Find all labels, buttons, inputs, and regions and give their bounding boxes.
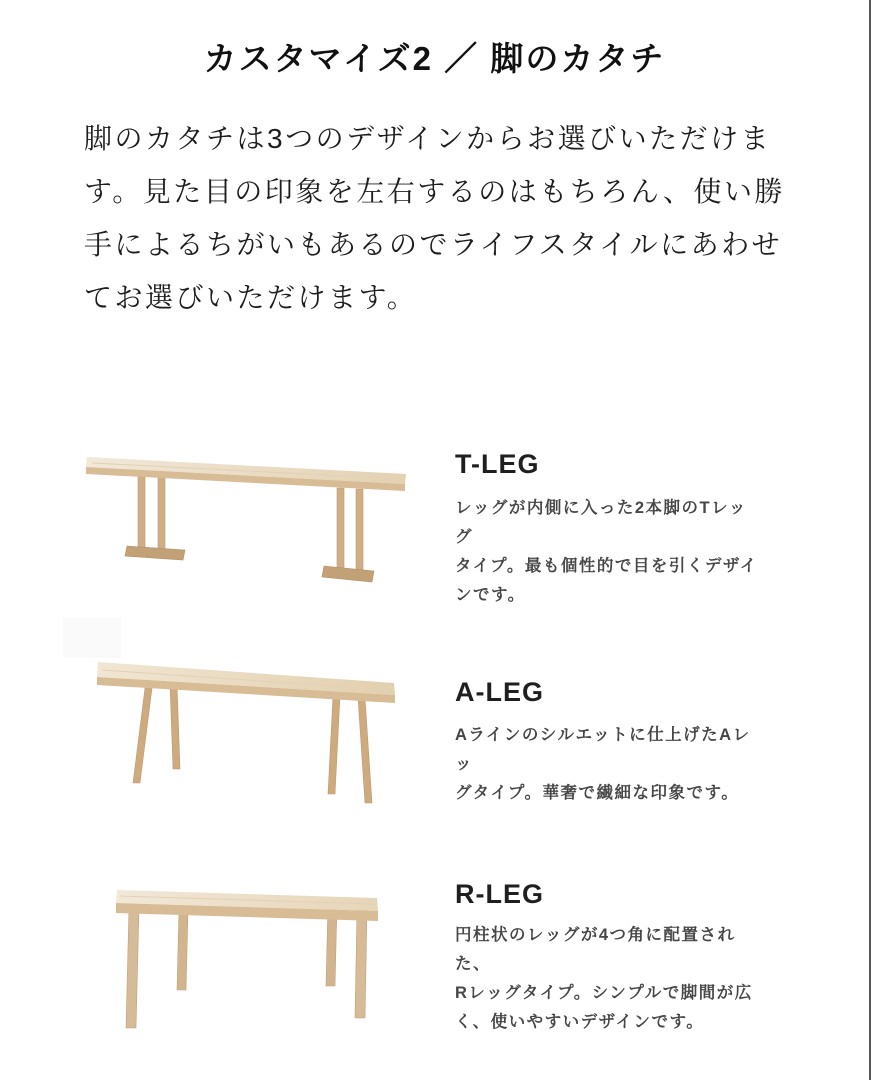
desc-line: く、使いやすいデザインです。 xyxy=(455,1013,705,1031)
a-leg-table-illustration xyxy=(52,628,444,820)
page-title: カスタマイズ2 ／ 脚のカタチ xyxy=(203,40,666,77)
r-leg-heading: R-LEG xyxy=(455,879,544,909)
r-leg-table-image xyxy=(52,858,444,1038)
intro-line: てお選びいただけます。 xyxy=(84,282,418,313)
tabletop xyxy=(116,890,378,921)
scrollbar[interactable] xyxy=(869,0,871,1080)
t-leg-table-image xyxy=(52,432,444,604)
table-legs xyxy=(133,684,372,803)
intro-line: 手によるちがいもあるのでライフスタイルにあわせ xyxy=(84,229,783,260)
tabletop xyxy=(86,457,406,491)
table-legs xyxy=(125,474,374,582)
r-leg-description xyxy=(455,921,760,1037)
a-leg-table-image xyxy=(52,628,444,820)
t-leg-table-illustration xyxy=(52,432,444,604)
desc-line: ンです。 xyxy=(455,586,526,604)
desc-line: タイプ。最も個性的で目を引くデザイ xyxy=(455,557,758,575)
intro-line: 脚のカタチは3つのデザインからお選びいただけま xyxy=(84,123,772,154)
desc-line: Rレッグタイプ。シンプルで脚間が広 xyxy=(455,984,753,1002)
tabletop xyxy=(97,662,395,703)
intro-line: す。見た目の印象を左右するのはもちろん、使い勝 xyxy=(84,176,785,207)
intro-paragraph xyxy=(84,112,814,324)
a-leg-description xyxy=(455,721,760,808)
t-leg-description xyxy=(455,494,760,610)
table-legs xyxy=(126,904,367,1028)
r-leg-table-illustration xyxy=(52,858,444,1038)
desc-line: Aラインのシルエットに仕上げたAレッ xyxy=(455,726,751,773)
desc-line: グタイプ。華奢で繊細な印象です。 xyxy=(455,784,740,802)
t-leg-heading: T-LEG xyxy=(455,449,540,479)
desc-line: 円柱状のレッグが4つ角に配置された、 xyxy=(455,926,736,973)
desc-line: レッグが内側に入った2本脚のTレッグ xyxy=(455,499,747,546)
a-leg-heading: A-LEG xyxy=(455,677,544,707)
